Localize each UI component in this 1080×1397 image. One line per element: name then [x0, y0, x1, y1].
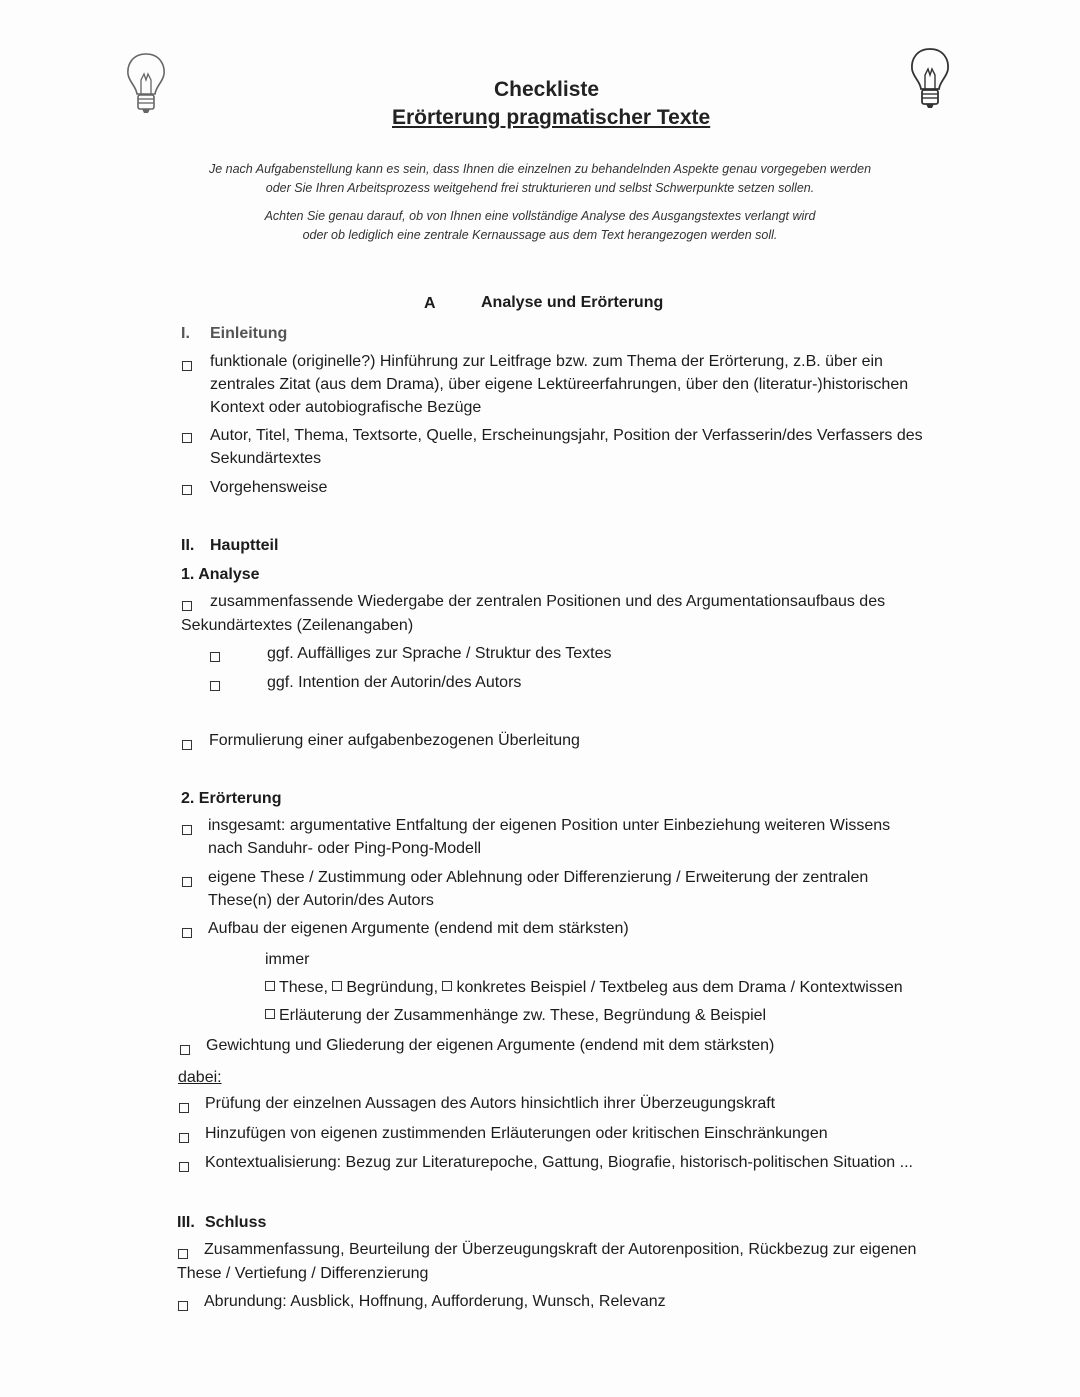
lightbulb-icon: [908, 45, 952, 113]
immer-erlaeuterung: Erläuterung der Zusammenhänge zw. These, Begründung & Beispiel: [279, 1007, 767, 1024]
immer-these: These,: [279, 979, 328, 996]
intro-line-2: oder Sie Ihren Arbeitsprozess weitgehend frei strukturieren und selbst Schwerpunkte setzen sollen.: [265, 181, 815, 195]
checkbox[interactable]: [178, 1301, 188, 1311]
checkbox[interactable]: [442, 981, 452, 991]
checkbox[interactable]: [265, 981, 275, 991]
page-title: Checkliste: [494, 78, 600, 101]
dabei-item-1: Prüfung der einzelnen Aussagen des Autors hinsichtlich ihrer Überzeugungskraft: [205, 1095, 776, 1112]
immer-line-1: [265, 976, 903, 999]
analyse-heading: 1. Analyse: [181, 566, 260, 583]
dabei-item-3: Kontextualisierung: Bezug zur Literaturepoche, Gattung, Biografie, historisch-politischen Situation ...: [205, 1154, 913, 1171]
checkbox[interactable]: [182, 928, 192, 938]
schluss-item-1-line-1: Zusammenfassung, Beurteilung der Überzeugungskraft der Autorenposition, Rückbezug zur eigenen: [204, 1241, 917, 1258]
analyse-sub-2: ggf. Intention der Autorin/des Autors: [267, 674, 522, 691]
hauptteil-heading: Hauptteil: [210, 537, 279, 554]
eroerterung-heading: 2. Erörterung: [181, 790, 282, 807]
intro-line-3: Achten Sie genau darauf, ob von Ihnen eine vollständige Analyse des Ausgangstextes verlangt wird: [264, 209, 816, 223]
checkbox[interactable]: [179, 1162, 189, 1172]
analyse-item-1-line-2: Sekundärtextes (Zeilenangaben): [181, 617, 414, 634]
einleitung-item-1-line-1: funktionale (originelle?) Hinführung zur Leitfrage bzw. zum Thema der Erörterung, z.B. über ein: [210, 353, 883, 370]
section-a-letter: A: [424, 295, 436, 312]
checkbox[interactable]: [179, 1133, 189, 1143]
schluss-item-1-line-2: These / Vertiefung / Differenzierung: [177, 1265, 429, 1282]
eroerterung-item-1-line-2: nach Sanduhr- oder Ping-Pong-Modell: [208, 840, 482, 857]
einleitung-item-3: Vorgehensweise: [210, 479, 328, 496]
intro-line-1: Je nach Aufgabenstellung kann es sein, dass Ihnen die einzelnen zu behandelnden Aspekte genau vorgegeben werden: [208, 162, 872, 176]
checkbox[interactable]: [182, 877, 192, 887]
checkbox[interactable]: [182, 433, 192, 443]
checkbox[interactable]: [182, 825, 192, 835]
analyse-item-1-line-1: zusammenfassende Wiedergabe der zentralen Positionen und des Argumentationsaufbaus des: [210, 593, 886, 610]
schluss-numeral: III.: [177, 1214, 195, 1231]
dabei-label: dabei:: [178, 1069, 222, 1086]
intro-line-4: oder ob lediglich eine zentrale Kernaussage aus dem Text herangezogen werden soll.: [302, 228, 778, 242]
checkbox[interactable]: [179, 1103, 189, 1113]
checkbox[interactable]: [210, 681, 220, 691]
hauptteil-numeral: II.: [181, 537, 195, 554]
checkbox[interactable]: [180, 1045, 190, 1055]
dabei-item-2: Hinzufügen von eigenen zustimmenden Erläuterungen oder kritischen Einschränkungen: [205, 1125, 828, 1142]
analyse-item-2: Formulierung einer aufgabenbezogenen Überleitung: [209, 732, 580, 749]
checkbox[interactable]: [210, 652, 220, 662]
immer-beispiel: konkretes Beispiel / Textbeleg aus dem Drama / Kontextwissen: [456, 979, 903, 996]
lightbulb-icon: [124, 50, 168, 118]
page-subtitle: Erörterung pragmatischer Texte: [392, 106, 711, 129]
einleitung-item-1-line-2: zentrales Zitat (aus dem Drama), über eigene Lektüreerfahrungen, über den (literatur-)historischen: [210, 376, 909, 393]
checkbox[interactable]: [332, 981, 342, 991]
analyse-sub-1: ggf. Auffälliges zur Sprache / Struktur des Textes: [267, 645, 612, 662]
einleitung-item-2-line-1: Autor, Titel, Thema, Textsorte, Quelle, Erscheinungsjahr, Position der Verfasserin/des Verfassers des: [210, 427, 923, 444]
checkbox[interactable]: [265, 1009, 275, 1019]
eroerterung-item-2-line-2: These(n) der Autorin/des Autors: [208, 892, 434, 909]
schluss-item-2: Abrundung: Ausblick, Hoffnung, Aufforderung, Wunsch, Relevanz: [204, 1293, 666, 1310]
einleitung-item-1-line-3: Kontext oder autobiografische Bezüge: [210, 399, 482, 416]
section-a-heading: Analyse und Erörterung: [481, 294, 664, 311]
schluss-heading: Schluss: [205, 1214, 267, 1231]
einleitung-heading: Einleitung: [210, 325, 288, 342]
einleitung-item-2-line-2: Sekundärtextes: [210, 450, 322, 467]
checkbox[interactable]: [182, 361, 192, 371]
eroerterung-item-1-line-1: insgesamt: argumentative Entfaltung der eigenen Position unter Einbeziehung weiteren Wissens: [208, 817, 891, 834]
einleitung-numeral: I.: [181, 325, 190, 342]
checkbox[interactable]: [178, 1249, 188, 1259]
eroerterung-item-2-line-1: eigene These / Zustimmung oder Ablehnung oder Differenzierung / Erweiterung der zentralen: [208, 869, 869, 886]
immer-begruendung: Begründung,: [346, 979, 439, 996]
checkbox[interactable]: [182, 601, 192, 611]
checkbox[interactable]: [182, 485, 192, 495]
immer-line-2: [265, 1004, 766, 1027]
checkbox[interactable]: [182, 740, 192, 750]
eroerterung-item-3: Aufbau der eigenen Argumente (endend mit dem stärksten): [208, 920, 629, 937]
immer-label: immer: [265, 951, 310, 968]
eroerterung-item-4: Gewichtung und Gliederung der eigenen Argumente (endend mit dem stärksten): [206, 1037, 775, 1054]
